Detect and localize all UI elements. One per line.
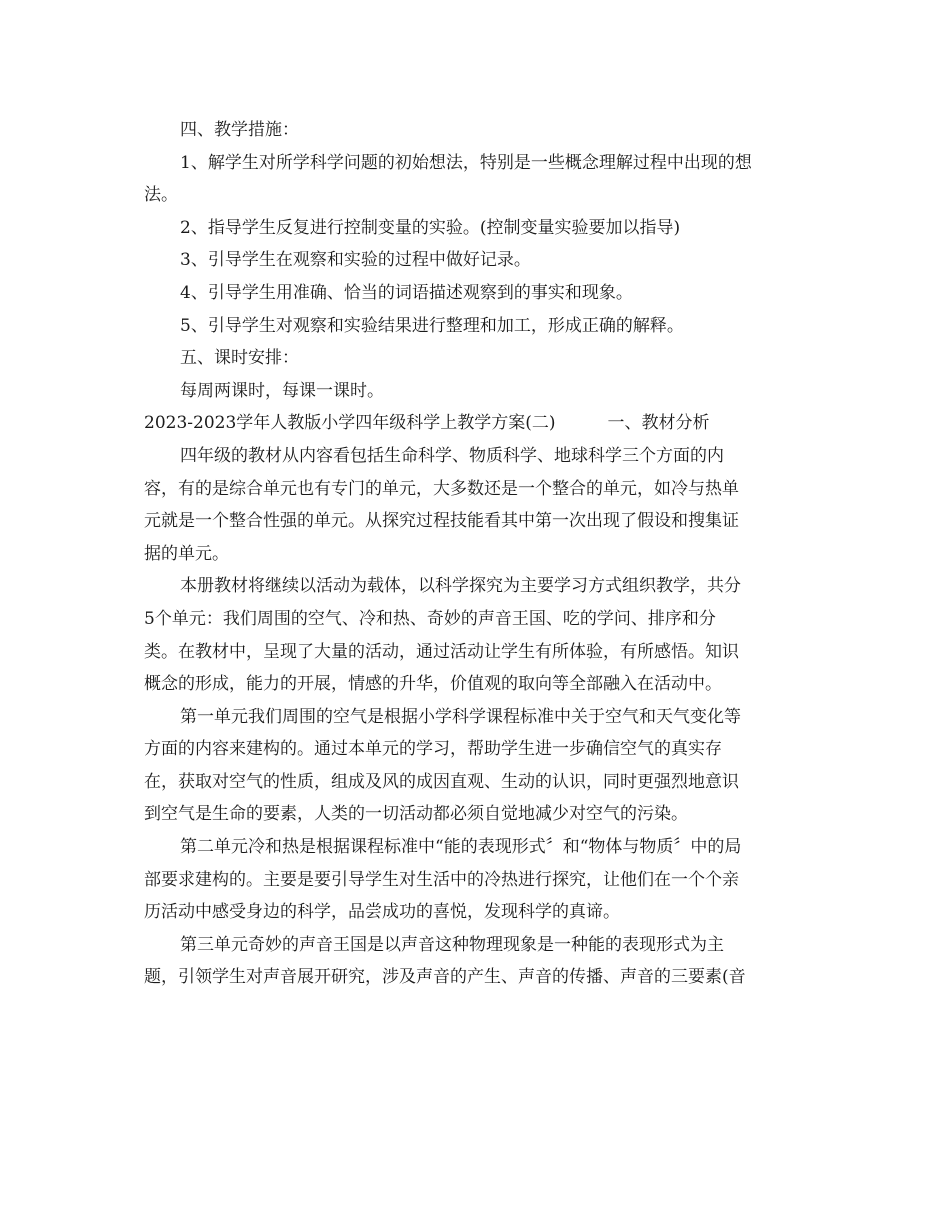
section4-item1-line2: 法。 bbox=[144, 185, 178, 206]
para5-line2: 题，引领学生对声音展开研究，涉及声音的产生、声音的传播、声音的三要素(音 bbox=[144, 967, 746, 988]
plan2-subheading: 一、教材分析 bbox=[607, 413, 710, 434]
para3-line2: 方面的内容来建构的。通过本单元的学习，帮助学生进一步确信空气的真实存 bbox=[144, 739, 722, 760]
para4-line1: 第二单元冷和热是根据课程标准中“能的表现形式〞和“物体与物质〞中的局 bbox=[180, 837, 742, 858]
para4-line3: 历活动中感受身边的科学，品尝成功的喜悦，发现科学的真谛。 bbox=[144, 902, 620, 923]
para3-line4: 到空气是生命的要素，人类的一切活动都必须自觉地减少对空气的污染。 bbox=[144, 804, 688, 825]
para3-line1: 第一单元我们周围的空气是根据小学科学课程标准中关于空气和天气变化等 bbox=[180, 706, 741, 727]
section5-heading: 五、课时安排： bbox=[180, 348, 299, 369]
plan2-title-line bbox=[144, 407, 806, 440]
para2-line1: 本册教材将继续以活动为载体，以科学探究为主要学习方式组织教学，共分 bbox=[180, 576, 741, 597]
plan2-title: 2023-2023学年人教版小学四年级科学上教学方案(二) bbox=[144, 413, 556, 434]
section4-heading: 四、教学措施： bbox=[180, 120, 299, 140]
para1-line2: 容，有的是综合单元也有专门的单元，大多数还是一个整合的单元，如冷与热单 bbox=[144, 478, 739, 499]
para2-line2: 5个单元：我们周围的空气、冷和热、奇妙的声音王国、吃的学问、排序和分 bbox=[144, 608, 716, 629]
section4-item2: 2、指导学生反复进行控制变量的实验。(控制变量实验要加以指导) bbox=[180, 217, 681, 238]
section4-item3: 3、引导学生在观察和实验的过程中做好记录。 bbox=[180, 250, 531, 271]
section4-item4: 4、引导学生用准确、恰当的词语描述观察到的事实和现象。 bbox=[180, 282, 633, 303]
para2-line4: 概念的形成，能力的开展，情感的升华，价值观的取向等全部融入在活动中。 bbox=[144, 674, 722, 695]
title-gap bbox=[556, 407, 608, 440]
section4-item5: 5、引导学生对观察和实验结果进行整理和加工，形成正确的解释。 bbox=[180, 315, 684, 336]
document-body bbox=[144, 114, 806, 994]
para5-line1: 第三单元奇妙的声音王国是以声音这种物理现象是一种能的表现形式为主 bbox=[180, 934, 724, 955]
para2-line3: 类。在教材中，呈现了大量的活动，通过活动让学生有所体验，有所感悟。知识 bbox=[144, 641, 739, 662]
para1-line1: 四年级的教材从内容看包括生命科学、物质科学、地球科学三个方面的内 bbox=[180, 445, 724, 466]
para4-line2: 部要求建构的。主要是要引导学生对生活中的冷热进行探究，让他们在一个个亲 bbox=[144, 869, 739, 890]
para1-line4: 据的单元。 bbox=[144, 543, 229, 564]
para3-line3: 在，获取对空气的性质，组成及风的成因直观、生动的认识，同时更强烈地意识 bbox=[144, 771, 739, 792]
section4-item1-line1: 1、解学生对所学科学问题的初始想法，特别是一些概念理解过程中出现的想 bbox=[180, 152, 752, 173]
section5-text: 每周两课时，每课一课时。 bbox=[180, 380, 384, 401]
para1-line3: 元就是一个整合性强的单元。从探究过程技能看其中第一次出现了假设和搜集证 bbox=[144, 511, 739, 532]
